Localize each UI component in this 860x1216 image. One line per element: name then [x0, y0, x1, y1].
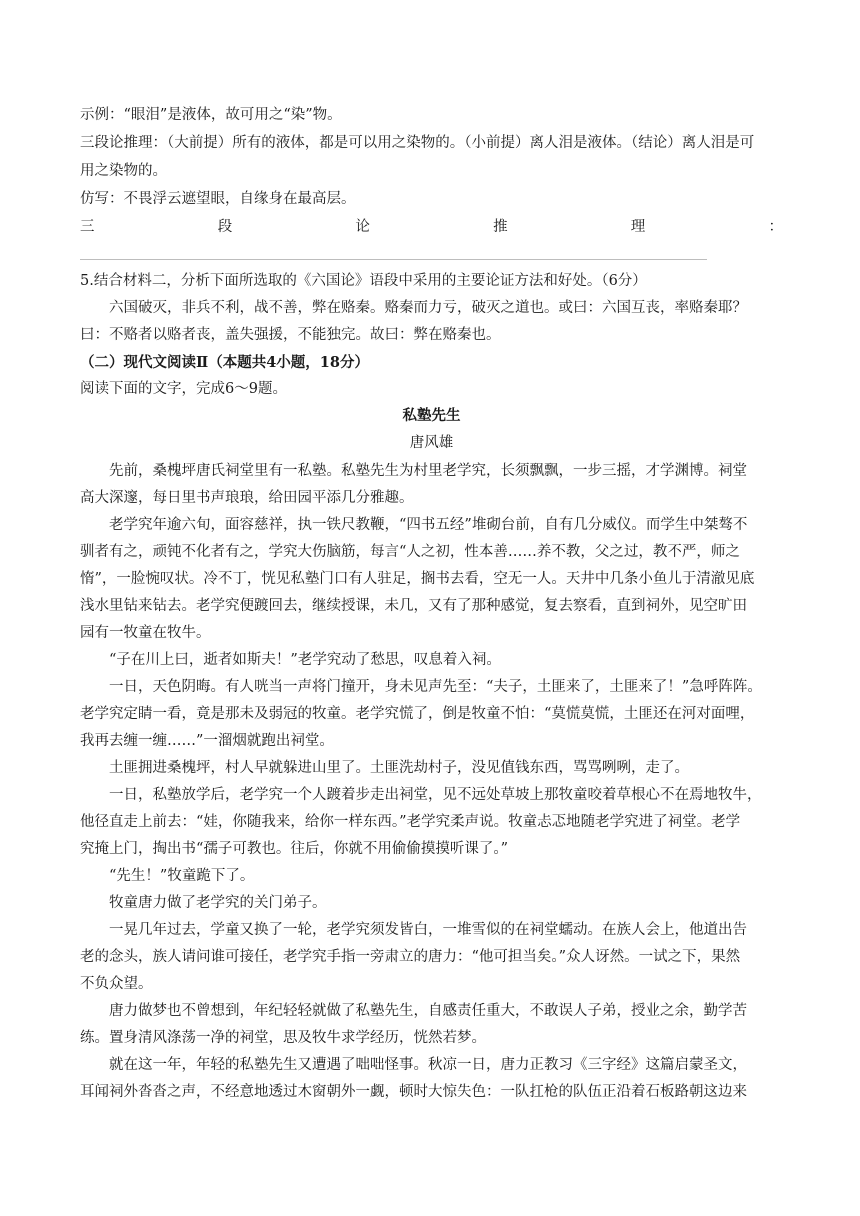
article-line: 老学究年逾六旬，面容慈祥，执一铁尺教鞭，“四书五经”堆砌台前，自有几分威仪。而学生中桀骜不	[109, 517, 748, 533]
imitation-line: 仿写：不畏浮云遮望眼，自缘身在最高层。	[80, 191, 356, 207]
article-line: 就在这一年，年轻的私塾先生又遭遇了咄咄怪事。秋凉一日，唐力正教习《三字经》这篇启蒙圣文，	[109, 1057, 747, 1073]
article-line: 一日，天色阴晦。有人咣当一声将门撞开，身未见声先至：“夫子，土匪来了，土匪来了！”急呼阵阵。	[109, 679, 762, 695]
article-line: 先前，桑槐坪唐氏祠堂里有一私塾。私塾先生为村里老学究，长须飘飘，一步三摇，才学渊博。祠堂	[109, 463, 747, 479]
syllogism-line-1: 三段论推理：（大前提）所有的液体，都是可以用之染物的。（小前提）离人泪是液体。（结论）离人泪是可	[80, 135, 755, 151]
article-line: 我再去缠一缠……”一溜烟就跑出祠堂。	[80, 733, 334, 749]
article-line: 练。置身清风涤荡一净的祠堂，思及牧牛求学经历，恍然若梦。	[80, 1030, 486, 1046]
question-5: 5.结合材料二，分析下面所选取的《六国论》语段中采用的主要论证方法和好处。（6分）	[80, 273, 647, 289]
article-line: 土匪拥进桑槐坪，村人早就躲进山里了。土匪洗劫村子，没见值钱东西，骂骂咧咧，走了。	[109, 760, 689, 776]
article-line: 耳闻祠外沓沓之声，不经意地透过木窗朝外一觑，顿时大惊失色：一队扛枪的队伍正沿着石板路朝这边来	[80, 1084, 747, 1100]
answer-char: 段	[217, 219, 233, 235]
article-line: 老的念头，族人请问谁可接任，老学究手指一旁肃立的唐力：“他可担当矣。”众人讶然。一试之下，果然	[80, 949, 741, 965]
answer-prompt-line	[80, 217, 783, 237]
article-line: 不负众望。	[80, 976, 153, 992]
article-author: 唐风雄	[409, 435, 454, 451]
article-title: 私塾先生	[402, 407, 461, 424]
article-line: 牧童唐力做了老学究的关门弟子。	[109, 895, 327, 911]
article-line: 浅水里钻来钻去。老学究便踱回去，继续授课，未几，又有了那种感觉，复去察看，直到祠外，见空旷田	[80, 598, 747, 614]
answer-char: 三	[80, 219, 95, 235]
article-line: 唐力做梦也不曾想到，年纪轻轻就做了私塾先生，自感责任重大，不敢误人子弟，授业之余，勤学苦	[109, 1003, 747, 1019]
article-line: 究掩上门，掏出书“孺子可教也。往后，你就不用偷偷摸摸听课了。”	[80, 841, 509, 857]
article-line: 一晃几年过去，学童又换了一轮，老学究须发皆白，一堆雪似的在祠堂蠕动。在族人会上，他道出告	[109, 922, 747, 938]
answer-char: 推	[493, 219, 508, 235]
answer-char: 理	[630, 219, 646, 235]
article-line: 高大深邃，每日里书声琅琅，给田园平添几分雅趣。	[80, 490, 414, 506]
syllogism-line-2: 用之染物的。	[80, 163, 167, 179]
section-instruction: 阅读下面的文字，完成6～9题。	[80, 381, 287, 397]
article-line: “子在川上曰，逝者如斯夫！”老学究动了愁思，叹息着入祠。	[109, 652, 501, 668]
article-line: 老学究定睛一看，竟是那未及弱冠的牧童。老学究慌了，倒是牧童不怕：“莫慌莫慌，土匪还在河对面哩，	[80, 706, 755, 722]
article-line: 惰”，一脸惋叹状。冷不丁，恍见私塾门口有人驻足，搁书去看，空无一人。天井中几条小鱼儿于清澈见底	[80, 571, 755, 587]
section-heading: （二）现代文阅读Ⅱ（本题共4小题，18分）	[80, 354, 369, 371]
article-line: 园有一牧童在牧牛。	[80, 625, 211, 641]
article-line: “先生！”牧童跪下了。	[109, 868, 255, 884]
example-line: 示例：“眼泪”是液体，故可用之“染”物。	[80, 107, 342, 123]
answer-char: 论	[355, 219, 370, 235]
answer-char: ：	[768, 219, 783, 235]
article-line: 一日，私塾放学后，老学究一个人踱着步走出祠堂，见不远处草坡上那牧童咬着草根心不在焉地牧牛，	[109, 787, 762, 803]
passage-line-2: 曰：不赂者以赂者丧，盖失强援，不能独完。故曰：弊在赂秦也。	[80, 327, 501, 343]
article-line: 驯者有之，顽钝不化者有之，学究大伤脑筋，每言“人之初，性本善……养不教，父之过，教不严，师之	[80, 544, 740, 560]
article-line: 他径直走上前去：“娃，你随我来，给你一样东西。”老学究柔声说。牧童忐忑地随老学究进了祠堂。老学	[80, 814, 741, 830]
answer-blank-line[interactable]	[80, 259, 707, 260]
passage-line-1: 六国破灭，非兵不利，战不善，弊在赂秦。赂秦而力亏，破灭之道也。或曰：六国互丧，率赂秦耶？	[109, 300, 747, 316]
